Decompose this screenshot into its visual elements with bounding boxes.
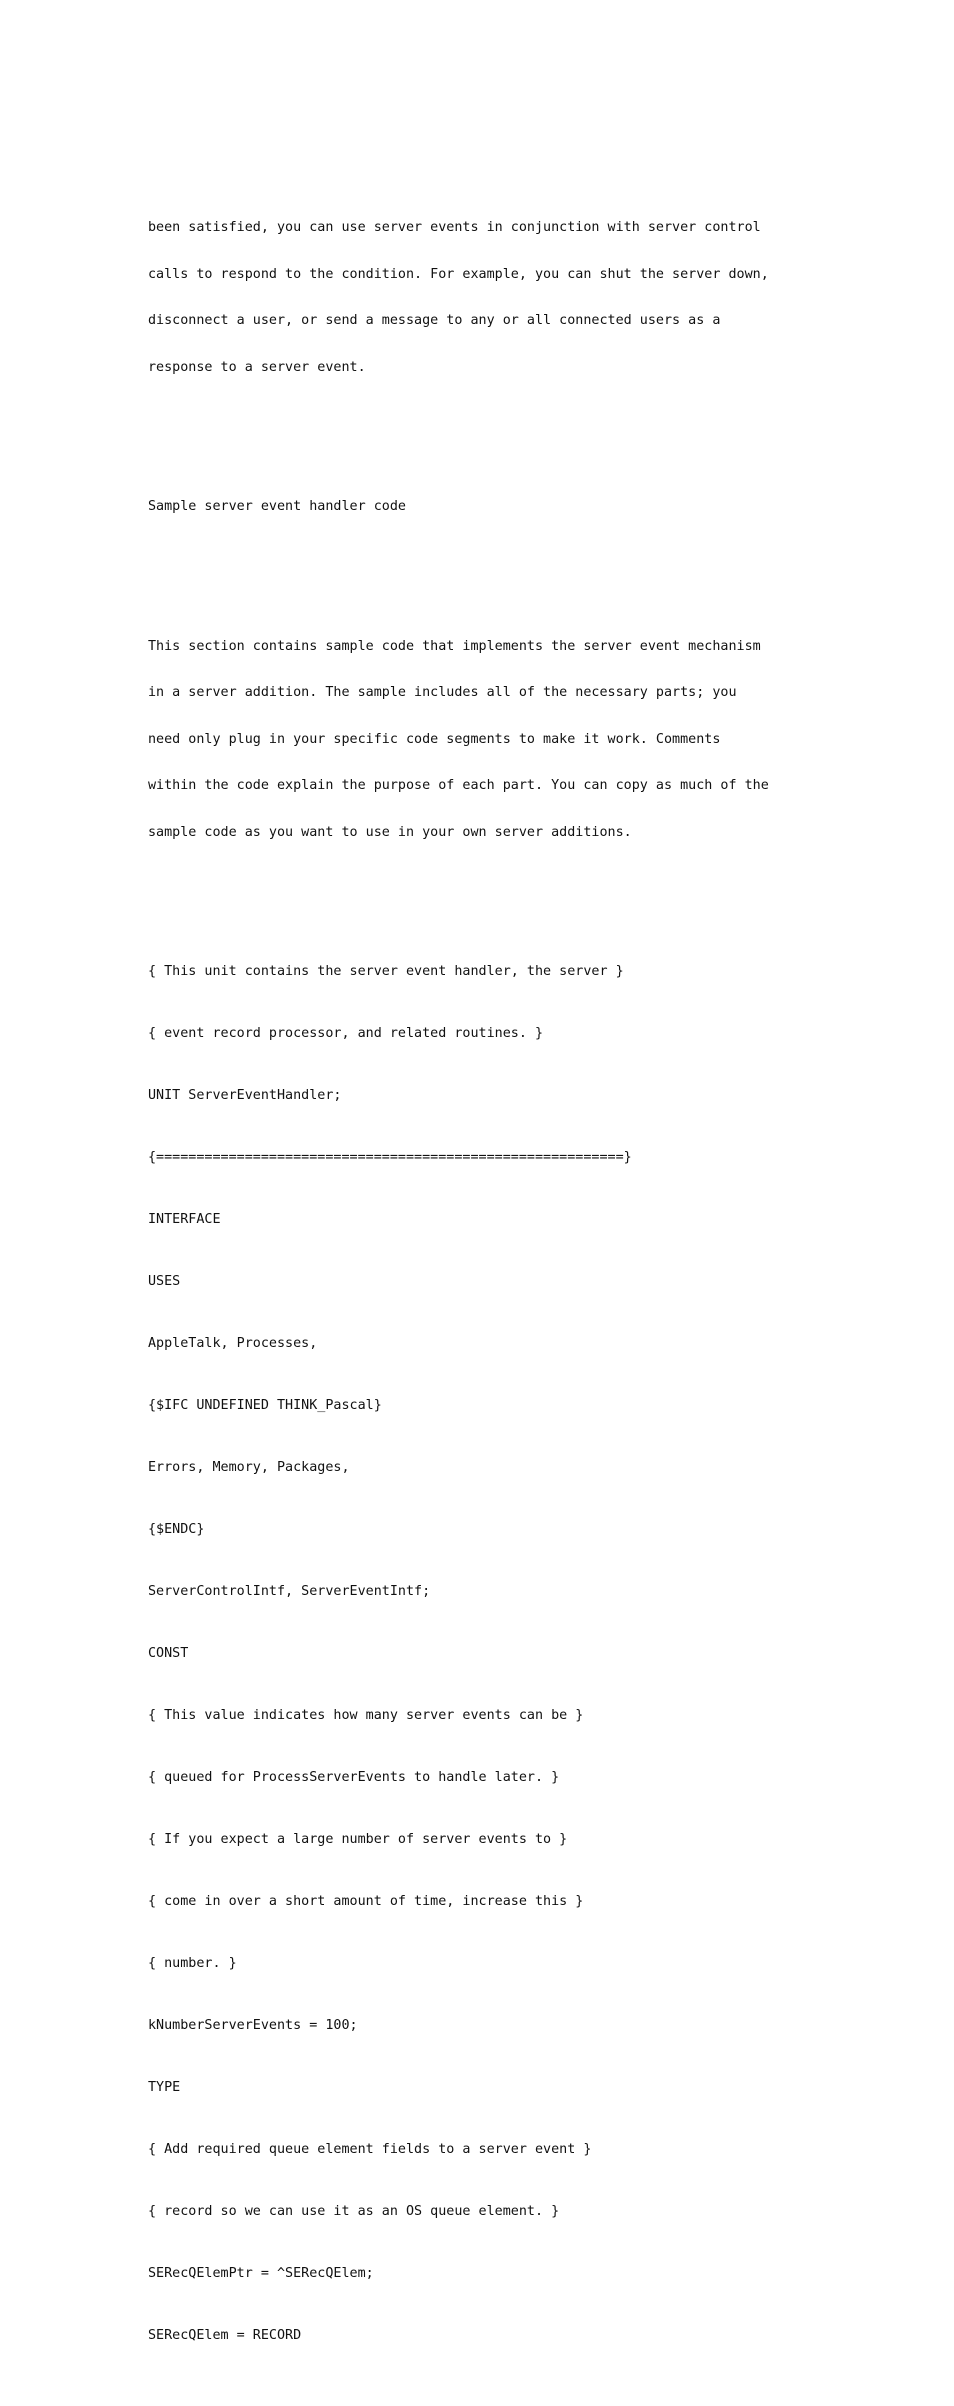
- code-line: { This value indicates how many server events can be }: [148, 1708, 584, 1723]
- code-line: { come in over a short amount of time, increase this }: [148, 1894, 584, 1909]
- code-line: {$ENDC}: [148, 1522, 205, 1537]
- code-line: { event record processor, and related routines. }: [148, 1026, 544, 1041]
- code-line: {==========================================================}: [148, 1150, 632, 1165]
- code-line: { If you expect a large number of server events to }: [148, 1832, 568, 1847]
- text-line: This section contains sample code that implements the server event mechanism: [148, 638, 761, 654]
- code-line: SERecQElemPtr = ^SERecQElem;: [148, 2266, 374, 2281]
- text-line: need only plug in your specific code segments to make it work. Comments: [148, 731, 721, 747]
- section-heading-text: Sample server event handler code: [148, 499, 406, 514]
- code-line: Errors, Memory, Packages,: [148, 1460, 350, 1475]
- code-line: UNIT ServerEventHandler;: [148, 1088, 342, 1103]
- section-heading: [148, 468, 848, 546]
- text-line: response to a server event.: [148, 359, 366, 375]
- code-line: { Add required queue element fields to a server event }: [148, 2142, 592, 2157]
- code-line: { record so we can use it as an OS queue element. }: [148, 2204, 560, 2219]
- code-line: { number. }: [148, 1956, 237, 1971]
- code-line: ServerControlIntf, ServerEventIntf;: [148, 1584, 431, 1599]
- text-line: sample code as you want to use in your own server additions.: [148, 824, 632, 840]
- code-line: INTERFACE: [148, 1212, 221, 1227]
- text-line: disconnect a user, or send a message to any or all connected users as a: [148, 313, 721, 328]
- text-line: in a server addition. The sample includes all of the necessary parts; you: [148, 685, 737, 700]
- intro-paragraph: [148, 189, 848, 406]
- text-line: within the code explain the purpose of each part. You can copy as much of the: [148, 778, 769, 793]
- code-line: AppleTalk, Processes,: [148, 1336, 318, 1351]
- section-paragraph: [148, 608, 848, 872]
- document-page: [148, 158, 848, 2406]
- text-line: calls to respond to the condition. For example, you can shut the server down,: [148, 266, 769, 282]
- code-listing: [148, 933, 848, 2390]
- text-line: been satisfied, you can use server events in conjunction with server control: [148, 220, 761, 235]
- code-line: { queued for ProcessServerEvents to handle later. }: [148, 1770, 560, 1785]
- code-line: kNumberServerEvents = 100;: [148, 2018, 358, 2033]
- code-line: CONST: [148, 1646, 189, 1661]
- code-line: {$IFC UNDEFINED THINK_Pascal}: [148, 1398, 382, 1413]
- code-line: SERecQElem = RECORD: [148, 2328, 302, 2343]
- code-line: USES: [148, 1274, 181, 1289]
- code-line: { This unit contains the server event handler, the server }: [148, 964, 624, 979]
- code-line: TYPE: [148, 2080, 181, 2095]
